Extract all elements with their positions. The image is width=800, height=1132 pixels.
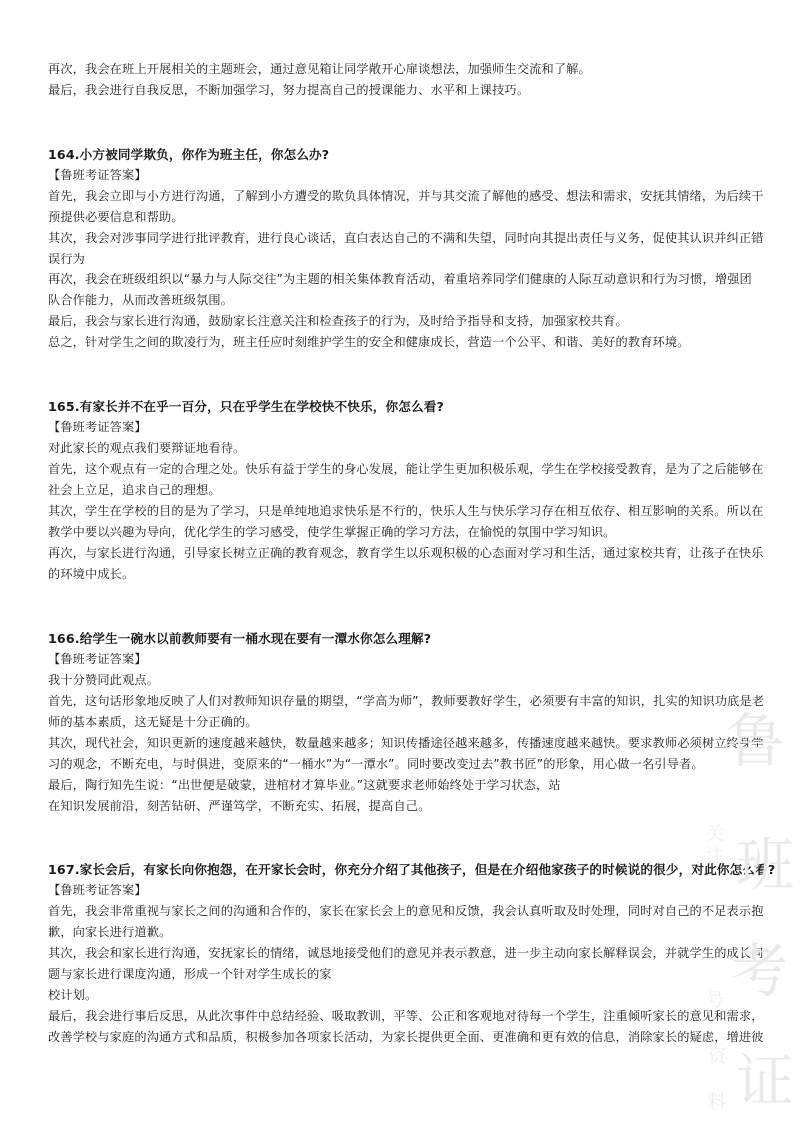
paragraph-line: 歉，向家长进行道歉。 — [48, 925, 172, 939]
paragraph-line: 的环境中成长。 — [48, 567, 135, 581]
watermark-char: 证 — [736, 1047, 795, 1115]
paragraph-line: 其次，学生在学校的目的是为了学习，只是单纯地追求快乐是不行的，快乐人生与快乐学习存在相互依存、相互影响的关系。所以在 — [48, 504, 764, 518]
paragraph-line: 预提供必要信息和帮助。 — [48, 210, 184, 224]
paragraph-line: 我十分赞同此观点。 — [48, 673, 160, 687]
paragraph-line: 误行为 — [48, 252, 86, 266]
paragraph-line: 再次，我会在班级组织以“暴力与人际交往”为主题的相关集体教育活动，着重培养同学们健康的人际互动意识和行为习惯，增强团 — [48, 272, 752, 286]
paragraph-line: 首先，我会非常重视与家长之间的沟通和合作的，家长在家长会上的意见和反馈，我会认真听取及时处理，同时对自己的不足表示抱 — [48, 904, 764, 918]
paragraph-line: 其次，我会和家长进行沟通，安抚家长的情绪，诚恳地接受他们的意见并表示教意，进一步主动向家长解释误会，并就学生的成长问 — [48, 946, 764, 960]
paragraph-line: 最后，我会进行自我反思，不断加强学习，努力提高自己的授课能力、水平和上课技巧。 — [48, 83, 530, 97]
paragraph-line: 首先，这个观点有一定的合理之处。快乐有益于学生的身心发展，能让学生更加积极乐观，学生在学校接受教育，是为了之后能够在 — [48, 462, 764, 476]
paragraph-line: 其次，现代社会，知识更新的速度越来越快，数量越来越多；知识传播途径越来越多，传播速度越来越快。要求教师必须树立终身学 — [48, 736, 764, 750]
watermark-char: 关 — [706, 824, 724, 845]
paragraph-line: 再次，与家长进行沟通，引导家长树立正确的教育观念，教育学生以乐观积极的心态面对学习和生活，通过家校共育，让孩子在快乐 — [48, 546, 764, 560]
watermark-char: 班 — [736, 831, 795, 899]
watermark-char: 鲁 — [726, 707, 785, 775]
paragraph-line: 最后，我会与家长进行沟通，鼓励家长注意关注和检查孩子的行为，及时给予指导和支持，加强家校共育。 — [48, 314, 628, 328]
paragraph-line: 队合作能力，从而改善班级氛围。 — [48, 293, 234, 307]
paragraph-line: 首先，这句话形象地反映了人们对教师知识存量的期望，“学高为师”，教师要教好学生，必须要有丰富的知识，扎实的知识功底是老 — [48, 694, 765, 708]
paragraph-line: 题与家长进行课度沟通，形成一个针对学生成长的家 — [48, 967, 332, 981]
question-title: 164.小方被同学欺负，你作为班主任，你怎么办? — [48, 147, 330, 162]
paragraph-line: 总之，针对学生之间的欺凌行为，班主任应时刻维护学生的安全和健康成长，营造一个公平、和谐、美好的教育环境。 — [48, 335, 690, 349]
paragraph-line: 在知识发展前沿，刻苦钻研、严谨笃学，不断充实、拓展，提高自己。 — [48, 799, 431, 813]
watermark-char: 注 — [706, 846, 724, 867]
paragraph-line: 对此家长的观点我们要辩证地看待。 — [48, 441, 246, 455]
paragraph-line: 校计划。 — [48, 988, 98, 1002]
paragraph-line: 再次，我会在班上开展相关的主题班会，通过意见箱让同学敞开心扉谈想法，加强师生交流和了解。 — [48, 62, 591, 76]
answer-source-label: 【鲁班考证答案】 — [48, 420, 147, 434]
paragraph-line: 教学中要以兴趣为导向，优化学生的学习感受，使学生掌握正确的学习方法，在愉悦的氛围中学习知识。 — [48, 525, 616, 539]
paragraph-line: 最后，我会进行事后反思，从此次事件中总结经验、吸取教训，平等、公正和客观地对待每一个学生，注重倾听家长的意见和需求， — [48, 1009, 764, 1023]
watermark-char: 考 — [730, 937, 789, 1005]
answer-source-label: 【鲁班考证答案】 — [48, 168, 147, 182]
watermark-char: 号 — [706, 990, 724, 1011]
question-title: 165.有家长并不在乎一百分，只在乎学生在学校快不快乐，你怎么看? — [48, 399, 444, 414]
paragraph-line: 最后，陶行知先生说：“出世便是破蒙，进棺材才算毕业。”这就要求老师始终处于学习状态，站 — [48, 778, 561, 792]
watermark-char: 料 — [708, 1092, 726, 1113]
answer-source-label: 【鲁班考证答案】 — [48, 652, 147, 666]
watermark-char: 资 — [708, 1046, 726, 1067]
paragraph-line: 习的观念，不断充电，与时俱进，变原来的“一桶水”为“一潭水”。同时要改变过去”教书匠”的形象，用心做一名引导者。 — [48, 757, 704, 771]
answer-source-label: 【鲁班考证答案】 — [48, 883, 147, 897]
paragraph-line: 社会上立足，追求自己的理想。 — [48, 483, 221, 497]
paragraph-line: 改善学校与家庭的沟通方式和品质，积极参加各项家长活动，为家长提供更全面、更准确和更有效的信息，消除家长的疑虑，增进彼 — [48, 1030, 764, 1044]
paragraph-line: 其次，我会对涉事同学进行批评教育，进行良心谈话，直白表达自己的不满和失望，同时向其提出责任与义务，促使其认识并纠正错 — [48, 231, 764, 245]
question-title: 166.给学生一碗水以前教师要有一桶水现在要有一潭水你怎么理解? — [48, 631, 432, 646]
paragraph-line: 师的基本素质，这无疑是十分正确的。 — [48, 715, 258, 729]
question-title: 167.家长会后，有家长向你抱怨，在开家长会时，你充分介绍了其他孩子，但是在介绍他家孩子的时候说的很少，对此你怎么看? — [48, 862, 776, 877]
paragraph-line: 首先，我会立即与小方进行沟通，了解到小方遭受的欺负具体情况，并与其交流了解他的感受、想法和需求，安抚其情绪，为后续干 — [48, 189, 764, 203]
